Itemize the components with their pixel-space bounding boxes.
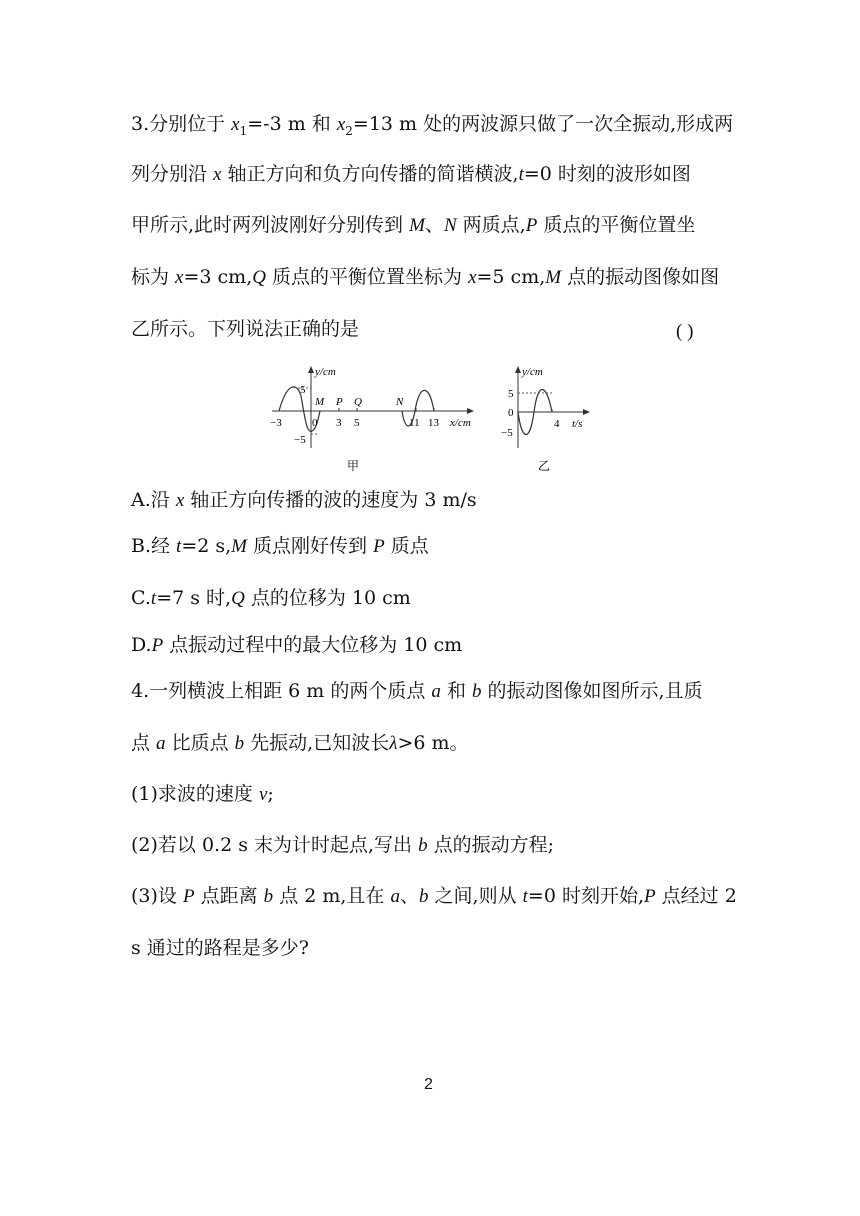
- text: 点 2 m,且在: [273, 885, 391, 907]
- figure-caption: 甲: [347, 459, 360, 473]
- q3-line-4: [131, 268, 719, 287]
- y-axis-arrow: [308, 366, 314, 373]
- var-v: v: [258, 784, 268, 805]
- q3-line-5: [131, 320, 359, 339]
- x-tick-4: 4: [554, 418, 560, 430]
- x-tick-5: 5: [354, 417, 360, 429]
- text: ;: [267, 783, 274, 805]
- text: 点振动过程中的最大位移为 10 cm: [163, 634, 463, 656]
- x-axis-label: t/s: [572, 418, 583, 430]
- text: 先振动,已知波长: [244, 732, 390, 754]
- x-axis-arrow: [467, 408, 474, 414]
- text: 轴正方向和负方向传播的简谐横波,: [221, 163, 519, 185]
- var-x: x: [213, 164, 222, 185]
- option-b: [131, 537, 429, 556]
- text: 质点的平衡位置坐: [537, 214, 696, 236]
- y-axis-label: y/cm: [315, 366, 336, 378]
- text: 之间,则从: [428, 885, 523, 907]
- q4-part-3: [131, 887, 737, 906]
- text: 的振动图像如图所示,且质: [481, 680, 703, 702]
- text: 两质点,: [456, 214, 526, 236]
- figure-caption: 乙: [538, 459, 551, 473]
- q4-line-1: [131, 682, 703, 701]
- sub-1: 1: [239, 123, 248, 138]
- var-a: a: [431, 681, 441, 702]
- answer-parentheses: ( ): [676, 321, 694, 342]
- text: 列分别沿: [131, 163, 214, 185]
- y-tick-pos: 5: [508, 388, 514, 400]
- text: =-3 m 和: [247, 113, 337, 135]
- text: 质点: [384, 535, 429, 557]
- var-x: x: [175, 267, 184, 288]
- text: 、: [424, 214, 444, 236]
- var-t: t: [176, 536, 182, 557]
- y-axis-label: y/cm: [522, 366, 543, 378]
- point-label-Q: Q: [354, 396, 362, 408]
- figure-yi: [500, 360, 605, 475]
- text: (1)求波的速度: [131, 783, 259, 805]
- var-P: P: [525, 215, 538, 236]
- text: =5 cm,: [476, 266, 546, 288]
- text: =0 时刻开始,: [527, 885, 644, 907]
- var-x: x: [175, 490, 185, 511]
- text: =13 m 处的两波源只做了一次全振动,形成两: [352, 113, 734, 135]
- var-x: x: [336, 114, 346, 135]
- text: 3.分别位于: [131, 113, 232, 135]
- x-tick-3: 3: [336, 417, 342, 429]
- text: 、: [399, 885, 419, 907]
- option-d: [131, 636, 462, 655]
- y-axis-arrow: [515, 366, 521, 373]
- text: =0 时刻的波形如图: [523, 163, 691, 185]
- var-t: t: [522, 886, 528, 907]
- var-M: M: [409, 215, 425, 236]
- var-t: t: [518, 164, 524, 185]
- var-P: P: [151, 635, 164, 656]
- text: (2)若以 0.2 s 末为计时起点,写出: [131, 834, 419, 856]
- y-tick-zero: 0: [508, 407, 514, 419]
- option-c: [131, 589, 411, 608]
- var-b: b: [418, 835, 428, 856]
- q4-part-2: [131, 836, 554, 855]
- text: 点: [131, 732, 157, 754]
- text: >6 m。: [397, 732, 469, 754]
- x-tick-11: 11: [409, 417, 420, 429]
- var-b: b: [419, 886, 429, 907]
- text: 轴正方向传播的波的速度为 3 m/s: [184, 489, 477, 511]
- q4-part-1: [131, 785, 274, 804]
- var-b: b: [472, 681, 482, 702]
- var-N: N: [443, 215, 457, 236]
- var-a: a: [390, 886, 400, 907]
- var-t: t: [150, 588, 157, 609]
- text: 质点刚好传到: [247, 535, 374, 557]
- x-tick-13: 13: [428, 417, 439, 429]
- text: 和: [440, 680, 472, 702]
- text: D.: [131, 634, 152, 656]
- q4-line-2: [131, 734, 469, 753]
- var-lambda: λ: [389, 733, 398, 754]
- text: 标为: [131, 266, 176, 288]
- text: 比质点: [165, 732, 235, 754]
- text: =2 s,: [181, 535, 232, 557]
- var-a: a: [156, 733, 166, 754]
- point-label-N: N: [396, 396, 404, 408]
- x-tick-neg3: −3: [270, 417, 282, 429]
- var-Q: Q: [231, 588, 245, 609]
- text: 点的振动图像如图: [561, 266, 720, 288]
- text: 质点的平衡位置坐标为: [265, 266, 469, 288]
- var-x: x: [468, 267, 477, 288]
- text: 乙所示。下列说法正确的是: [131, 318, 360, 340]
- text: 点的振动方程;: [427, 834, 555, 856]
- x-axis-arrow: [583, 409, 590, 415]
- text: 甲所示,此时两列波刚好分别传到: [131, 214, 410, 236]
- sub-2: 2: [345, 123, 353, 138]
- text: 点的位移为 10 cm: [244, 587, 411, 609]
- text: (3)设: [131, 885, 183, 907]
- point-label-M: M: [315, 396, 325, 408]
- text: 4.一列横波上相距 6 m 的两个质点: [131, 680, 432, 702]
- q3-line-1: [131, 115, 733, 137]
- text: A.沿: [131, 489, 176, 511]
- x-axis-label: x/cm: [450, 417, 471, 429]
- var-x: x: [231, 114, 240, 135]
- var-P: P: [644, 886, 656, 907]
- text: s 通过的路程是多少?: [131, 937, 309, 959]
- var-b: b: [263, 886, 274, 907]
- y-tick-pos: 5: [300, 384, 306, 396]
- y-tick-neg: −5: [501, 427, 513, 439]
- q3-line-3: [131, 216, 695, 235]
- text: C.: [131, 587, 151, 609]
- var-b: b: [234, 733, 245, 754]
- text: =3 cm,: [183, 266, 253, 288]
- q4-part-3-cont: [131, 939, 309, 958]
- q3-line-2: [131, 165, 691, 184]
- text: =7 s 时,: [156, 587, 232, 609]
- text: B.经: [131, 535, 177, 557]
- y-tick-neg: −5: [294, 434, 306, 446]
- var-M: M: [231, 536, 247, 557]
- var-M: M: [545, 267, 562, 288]
- option-a: [131, 491, 477, 510]
- x-tick-0: 0: [312, 417, 318, 429]
- var-P: P: [182, 886, 195, 907]
- text: 点经过 2: [655, 885, 737, 907]
- figure-jia: [262, 360, 487, 475]
- var-Q: Q: [252, 267, 266, 288]
- var-P: P: [373, 536, 385, 557]
- point-label-P: P: [336, 396, 343, 408]
- page-number: 2: [424, 1076, 433, 1093]
- text: 点距离: [194, 885, 264, 907]
